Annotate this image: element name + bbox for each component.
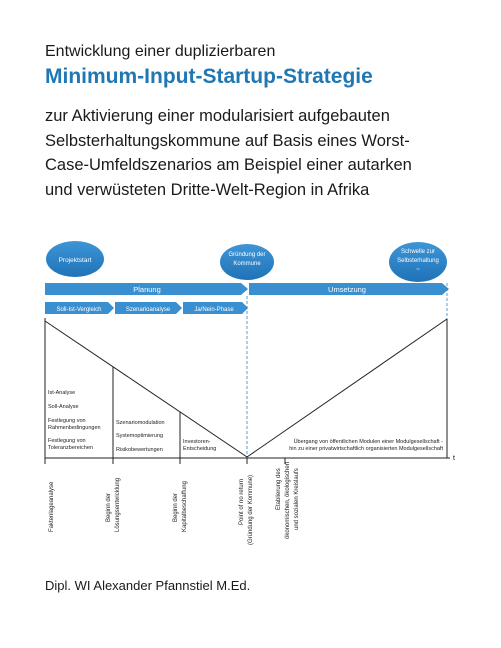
phase-implementation-arrow <box>249 283 449 295</box>
subtitle-line: zur Aktivierung einer modularisiert aufgebauten <box>45 107 390 125</box>
subphase-label: Szenarioanalyse <box>125 307 171 313</box>
block-text: Toleranzbereichen <box>48 445 93 451</box>
milestone-threshold-label: Schwelle zur <box>400 249 436 255</box>
tick-label: Etablierung des <box>276 468 282 510</box>
milestone-founding-label: Gründung der <box>228 252 266 258</box>
phase-planning-label: Planung <box>133 285 161 294</box>
phase-implementation-label: Umsetzung <box>328 285 366 294</box>
title-line-1: Entwicklung einer duplizierbaren <box>45 43 276 60</box>
tick-label: Beginn der <box>173 492 179 522</box>
subphase-arrow <box>115 302 182 314</box>
subtitle-line: Case-Umfeldszenarios am Beispiel einer autarken <box>45 156 412 174</box>
milestone-threshold-label: Selbsterhaltung <box>397 258 439 264</box>
subphase-label: Soll-Ist-Vergleich <box>56 307 102 313</box>
subtitle-line: Selbsterhaltungskommune auf Basis eines Worst- <box>45 131 410 150</box>
tick-label: Kapitalbeschaffung <box>182 481 188 532</box>
time-axis-label: t <box>453 455 455 462</box>
block-investor <box>183 439 216 452</box>
block-text: Szenariomodulation <box>116 420 165 426</box>
tick-label: Lösungsentwicklung <box>115 477 121 532</box>
tick-label: Faktenlageanalyse <box>49 481 55 532</box>
block-text: Ist-Analyse <box>48 390 76 396</box>
milestone-start <box>46 241 104 277</box>
tick-labels <box>49 462 300 545</box>
block-text: Festlegung von <box>48 418 86 424</box>
block-scenario <box>116 420 165 453</box>
block-text: Festlegung von <box>48 438 86 444</box>
block-text: Risikobewertungen <box>116 447 163 453</box>
tick-label: Point of no return <box>239 478 245 525</box>
tick-marks <box>45 458 285 464</box>
phase-planning-arrow <box>45 283 248 295</box>
implementation-rise-line <box>247 319 447 457</box>
tick-label: und sozialen Kreislaufs <box>294 468 300 530</box>
main-title: Minimum-Input-Startup-Strategie <box>45 65 373 88</box>
author: Dipl. WI Alexander Pfannstiel M.Ed. <box>45 578 251 593</box>
milestone-threshold-label: ~ <box>416 267 420 273</box>
subphase-label: Ja/Nein-Phase <box>194 307 234 313</box>
block-text: Rahmenbedingungen <box>48 425 101 431</box>
block-text: Investoren- <box>183 439 211 445</box>
block-text: Entscheidung <box>183 446 217 452</box>
tick-label: Beginn der <box>106 492 112 522</box>
block-text: Soll-Analyse <box>48 404 79 410</box>
subphase-arrow <box>45 302 114 314</box>
transition-line: hin zu einer privatwirtschaftlich organisierten Modulgesellschaft <box>289 446 443 452</box>
milestone-start-label: Projektstart <box>58 257 92 264</box>
transition-line: Übergang von öffentlichen Modulen einer Modulgesellschaft - <box>293 439 443 445</box>
block-text: Systemoptimierung <box>116 433 164 439</box>
tick-label: (Gründung der Kommune) <box>248 474 254 545</box>
milestone-founding <box>220 244 274 280</box>
subphase-arrow <box>183 302 248 314</box>
tick-label: ökonomischen, ökologischen <box>285 461 291 539</box>
subtitle-line: und verwüsteten Dritte-Welt-Region in Afrika <box>45 180 370 199</box>
transition-text <box>289 438 443 452</box>
milestone-founding-label: Kommune <box>233 261 261 267</box>
block-analysis <box>48 390 101 451</box>
milestone-threshold <box>389 242 447 282</box>
